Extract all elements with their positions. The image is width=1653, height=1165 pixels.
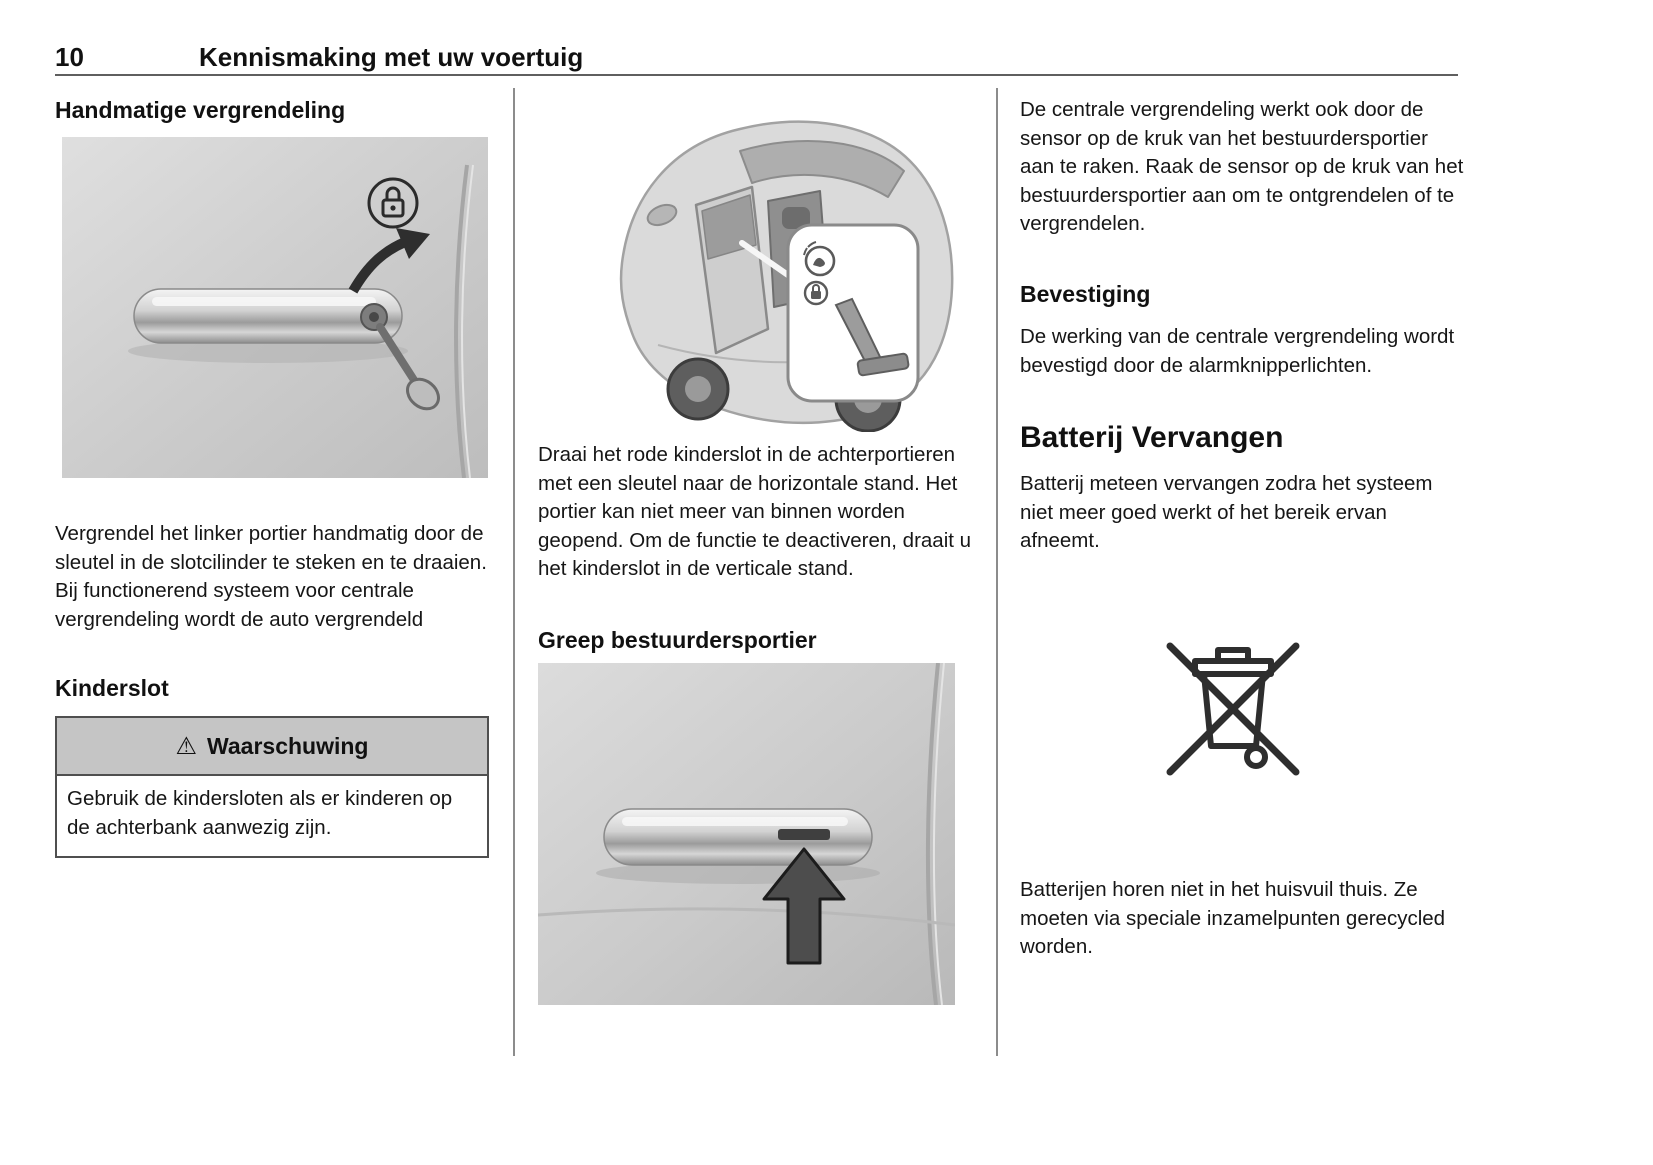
figure-child-lock-car (600, 93, 965, 432)
figure-manual-locking (62, 137, 488, 478)
crossed-wheelie-bin-icon (1170, 646, 1296, 772)
header-rule (55, 74, 1458, 76)
battery-replace-text: Batterij meteen vervangen zodra het systeem niet meer goed werkt of het bereik ervan afneemt. (1020, 472, 1433, 552)
child-lock-text: Draai het rode kinderslot in de achterportieren met een sleutel naar de horizontale stand. Het portier kan niet meer van binnen worden geopend. Om de functie te deactiveren, draait u het kinderslot in de verticale stand. (538, 443, 972, 580)
handle-sensor (778, 829, 830, 840)
page-title: Kennismaking met uw voertuig (199, 42, 584, 72)
warning-box-header (57, 718, 487, 776)
figure-driver-handle (538, 663, 955, 1005)
warning-body-text: Gebruik de kindersloten als er kinderen op de achterbank aanwezig zijn. (67, 787, 453, 839)
central-locking-sensor-text: De centrale vergrendeling werkt ook door de sensor op de kruk van het bestuurdersportier aan te raken. Raak de sensor op de kruk van het bestuurdersportier aan om te ontgrendelen of te vergrendelen. (1020, 98, 1464, 235)
battery-disposal-icon (1150, 626, 1315, 791)
battery-disposal-text: Batterijen horen niet in het huisvuil thuis. Ze moeten via speciale inzamelpunten gerecycled worden. (1020, 878, 1446, 958)
child-lock-callout (788, 225, 918, 401)
warning-box (55, 716, 489, 858)
page-number: 10 (55, 42, 84, 72)
confirmation-text: De werking van de centrale vergrendeling wordt bevestigd door de alarmknipperlichten. (1020, 325, 1455, 377)
manual-locking-text: Vergrendel het linker portier handmatig door de sleutel in de slotcilinder te steken en te draaien. Bij functionerend systeem voor centrale vergrendeling wordt de auto vergrendeld (55, 522, 487, 631)
door-handle-with-sensor (596, 809, 880, 884)
heading-battery-replace: Batterij Vervangen (1020, 421, 1284, 454)
warning-title: Waarschuwing (207, 733, 369, 759)
heading-manual-locking: Handmatige vergrendeling (55, 97, 346, 123)
heading-confirmation: Bevestiging (1020, 281, 1151, 307)
column-divider-1 (513, 88, 515, 1056)
column-divider-2 (996, 88, 998, 1056)
warning-icon: ⚠ (175, 733, 198, 760)
heading-driver-handle: Greep bestuurdersportier (538, 627, 817, 653)
heading-child-lock: Kinderslot (55, 675, 169, 701)
